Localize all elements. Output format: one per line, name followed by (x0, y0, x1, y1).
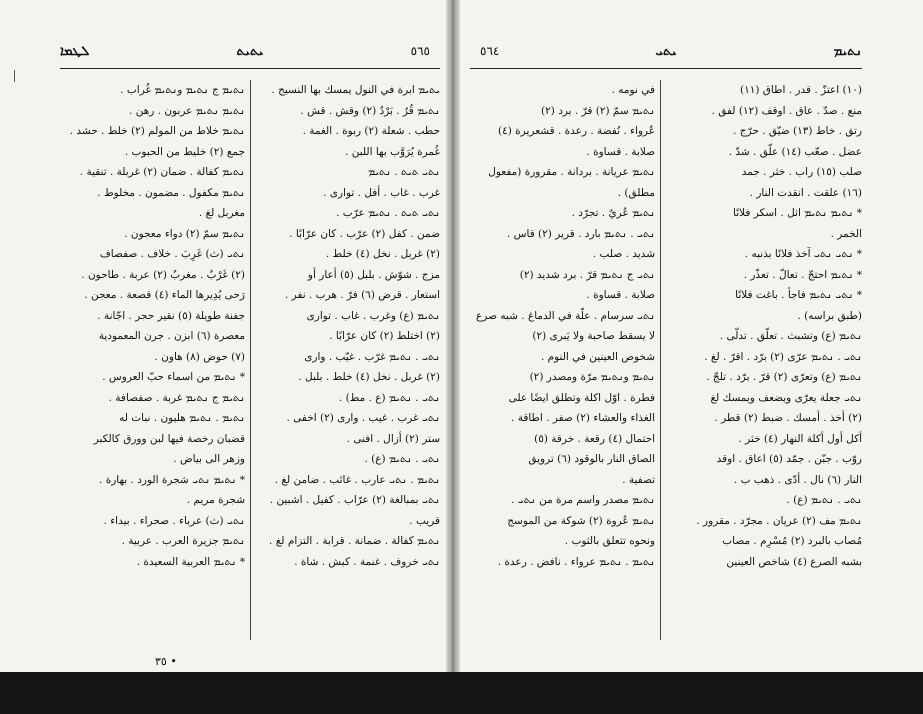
dictionary-line: ܢܬܝ بمبالغة (٢) عرّاب . كفيل . اشبين . (269, 494, 440, 506)
dictionary-line: ܢܬܝܡ جزيرة العرب . عربية . (121, 535, 245, 547)
dictionary-line: ܢܬܝܡ قُرٌ . بَرْدٌ (٢) وقش . قش . (300, 104, 440, 117)
dictionary-line: ܢܬܝܡ عُريٌ . تجرّد . (571, 207, 655, 219)
dictionary-line: شجرة مريم . (186, 494, 245, 506)
dictionary-line: ܢܬܝܡ ܢܬܝܡ عربون . رهن . (129, 104, 245, 117)
dictionary-line: (٢) اختلط (٢) كان عرّابًا . (329, 330, 440, 342)
dictionary-line: ܢܬܝܡ . ܢܬܝܡ عرواء . نافض . رعدة . (497, 555, 655, 568)
dictionary-line: ܢܬܝܡ . ܢܬܝ عارب . غائب . ضامن لغ . (274, 473, 440, 486)
dictionary-line: جمع (٢) خليط من الحبوب . (124, 145, 245, 158)
dictionary-line: ܢܬܝ . ܢܬܝܡ (ع) . (786, 494, 862, 506)
dictionary-line: ܢܬܝܡ . ܢܬܝܡ هليون . نبات له (119, 412, 245, 424)
dictionary-line: مغربل لغ . (198, 207, 245, 219)
right-column-2 (470, 80, 655, 640)
dictionary-line: (٢) غربل . نخل (٤) خلط . بلبل . (298, 371, 440, 383)
dictionary-line: ܢܬܝܡ كفالة . ضمانة . قرابة . التزام لغ . (269, 535, 440, 547)
dictionary-line: ܢܬܝ خروف . غنمة . كبش . شاة . (294, 555, 440, 568)
dictionary-line: النار (٦) نال . أدّى . ذهب ب . (733, 473, 862, 486)
left-footer-mark: ٣٥ • (155, 655, 177, 668)
dictionary-line: مزج . شوّش . بلبل (٥) أعار أو (307, 268, 440, 281)
dictionary-line: ܢܬܝ جعلة يعرّى ويضعف ويمسك لغ (710, 391, 862, 404)
dictionary-line: (٢) غَرْبٌ . مغربٌ (٢) عربة . طاحون . (81, 268, 245, 281)
dictionary-line: شديد . صلب . (592, 248, 655, 260)
dictionary-line: ܢܬܝ ج ܢܬܝܡ قرّ . برد شديد (٢) (519, 268, 655, 281)
dictionary-line: ܢܬܝܡ سمّ (٢) دواء معجون . (124, 227, 245, 240)
book-gutter (446, 0, 460, 672)
dictionary-line: * ܢܬܝ ܢܬܝܡ فاجأ . باغت فلانًا (735, 289, 862, 301)
scanner-bottom-edge (0, 672, 923, 714)
dictionary-line: فطرة . اوّل اكلة وتطلق ايضًا على (508, 391, 655, 404)
right-column-1 (677, 80, 862, 640)
left-column-divider (250, 80, 251, 640)
dictionary-line: ܢܬܝ . ܢܬܝܡ (ع) . (364, 453, 440, 465)
dictionary-line: أكل أول أكلة النهار (٤) خثر . (738, 432, 862, 445)
dictionary-line: ܢܬܝܡ سمّ (٢) قرّ . برد (٢) (541, 104, 655, 117)
dictionary-line: (٧) حوض (٨) هاون . (154, 350, 245, 363)
dictionary-line: (١٦) علقت . انقدت النار . (749, 186, 862, 199)
dictionary-line: الغذاء والعشاء (٢) صفر . اطاقة . (511, 412, 655, 424)
dictionary-line: تصفية . (622, 473, 655, 486)
dictionary-line: ܢܬܝ . ܢܬܝܡ بارد . قرير (٢) قاس . (507, 227, 655, 240)
dictionary-line: ܢܬܝܡ (ع) وتشبث . تعلّق . تدلّى . (719, 330, 862, 342)
dictionary-line: ܢܬܝܡ (ع) وتعرّى (٢) قرّ . برّد . تلجّ . (706, 371, 862, 383)
dictionary-line: * ܢܬܝ ܢܬܝ آخذ فلانًا بذنبه . (744, 248, 862, 260)
dictionary-line: ܢܬܝܡ (ع) وغرب . غاب . توارى (306, 309, 440, 322)
dictionary-line: ܢܬܝ . ܢܬܝܡ غرّب . غيّب . وارى (304, 350, 440, 363)
dictionary-line: ضمن . كفل (٢) عرّب . كان عرّابًا . (289, 227, 440, 240)
dictionary-line: ܢܬܝ غرب . غيب . وارى (٢) اخفى . (286, 412, 440, 424)
dictionary-line: ܢܬܝ ܬܝܬ . ܢܬܝܡ عرّب . (336, 207, 440, 219)
dictionary-line: ܢܬܝ (ث) عرباء . صحراء . بيداء . (103, 514, 245, 527)
dictionary-line: ܢܬܝܡ ج ܢܬܝܡ غربة . صفصافة . (108, 391, 245, 404)
dictionary-line: (١٠) اعتزّ . قدر . اطاق (١١) (739, 84, 862, 96)
dictionary-line: بشبه الصرع (٤) شاخص العينين (726, 555, 862, 568)
dictionary-line: عضل . صعّب (١٤) علّق . شدّ . (728, 145, 862, 158)
dictionary-line: ܢܬܝܡ عريانة . بردانة . مقرورة (مفعول (488, 166, 655, 178)
dictionary-line: (٢) غربل . نخل (٤) خلط . (325, 248, 440, 260)
dictionary-line: * ܢܬܝܡ احتجّ . تعالّ . تعذّر . (743, 268, 862, 281)
dictionary-line: حطب . شعلة (٢) ربوة . الغمة . (302, 125, 440, 137)
dictionary-line: ܢܬܝ . ܢܬܝܡ (ع . مط) . (338, 391, 440, 404)
left-column-2 (60, 80, 245, 640)
left-columns (60, 80, 440, 640)
dictionary-line: * ܢܬܝܡ العربية السعيدة . (136, 555, 245, 568)
left-header-rule (60, 68, 440, 69)
dictionary-line: * ܢܬܝܡ ܢܬܝ شجرة الورد . بهارة . (99, 473, 245, 486)
right-page (470, 30, 862, 650)
dictionary-line: رَحى يُدِيرها الماء (٤) قصعة . معجن . (84, 289, 245, 301)
right-columns (470, 80, 862, 640)
dictionary-line: ونحوه تتعلق بالثوب . (564, 535, 655, 547)
margin-mark (14, 70, 15, 82)
dictionary-line: رتق . خاط (١٣) ضيّق . حرّج . (733, 125, 862, 137)
right-header-outer: ܢܬܝܡ (833, 44, 862, 59)
right-running-head (470, 44, 862, 66)
dictionary-line: غُمرة يُرَوَّب بها اللبن . (345, 145, 440, 158)
dictionary-line: ܢܬܝܡ مصدر واسم مرة من ܢܬܝ . (511, 494, 655, 506)
dictionary-line: صلب (١٥) راب . خثر . جمد (741, 166, 862, 178)
dictionary-line: غرب . غاب . أفل . توارى . (323, 186, 440, 199)
dictionary-line: عُرواء . نُفضة . رعدة . قشعريرة (٤) (498, 125, 655, 137)
dictionary-line: مطلق) . (617, 186, 655, 199)
left-column-1 (255, 80, 440, 640)
dictionary-line: معصرة (٦) ابزن . جرن المعمودية (98, 330, 245, 342)
left-header-center: ܝܬܝܬ (236, 44, 264, 59)
right-header-center: ܝܬܝ (655, 44, 677, 59)
dictionary-line: ܢܬܝ ܬܝܬ . ܢܬܝܡ (368, 166, 440, 178)
dictionary-line: لا يسقط صاحبة ولا يَبرى (٢) (532, 330, 655, 342)
dictionary-line: ܢܬܝܡ خلاط من المولم (٢) خلط . حشد . (69, 125, 245, 137)
dictionary-line: في نومه . (611, 84, 655, 96)
dictionary-line: ستر (٢) أزال . افنى . (346, 432, 440, 445)
right-column-divider (660, 80, 661, 640)
dictionary-line: روّب . جبّن . جمّد (٥) اعاق . اوقد (716, 453, 862, 465)
dictionary-line: ܢܬܝܡ ج ܢܬܝܡ وܢܬܝܡ غُراب . (120, 84, 245, 96)
dictionary-line: (طبق براسه) . (797, 309, 862, 322)
dictionary-line: استعار . قرض (٦) فرّ . هرب . نفر . (284, 289, 440, 301)
dictionary-line: * ܢܬܝܡ من اسماء حبّ العروس . (102, 371, 245, 383)
dictionary-line: (٢) أخذ . أمسك . ضبط (٢) قطر . (714, 412, 862, 424)
left-header-outer: ܠܛܡܐ (60, 44, 90, 59)
left-page-number: ٥٦٥ (410, 44, 430, 58)
dictionary-line: الخمر . (830, 227, 862, 240)
dictionary-line: منع . صدّ . عاق . اوقف (١٢) لفق . (711, 104, 862, 117)
right-page-number: ٥٦٤ (480, 44, 500, 58)
dictionary-line: احتمال (٤) رقعة . خرقة (٥) (534, 432, 655, 445)
dictionary-line: صلابة . قساوة . (586, 289, 655, 301)
dictionary-line: ܢܬܝܡ مكفول . مضمون . مخلوط . (97, 186, 245, 199)
dictionary-line: ܢܬܝ (ث) غَرِبَ . خلاف . صفصاف (99, 248, 245, 260)
left-page (60, 30, 440, 668)
dictionary-line: قضبان رخصة فيها لبن وورق كالكبر (93, 432, 245, 445)
dictionary-line: * ܢܬܝܡ ܢܬܝܡ اثل . اسكر فلانًا (733, 207, 862, 219)
dictionary-line: ܢܬܝ . ܢܬܝܡ عرّى (٢) برّد . اقرّ . لغ . (704, 350, 862, 363)
dictionary-line: جفنة طويلة (٥) نقير حجر . اجّانة . (97, 309, 245, 322)
dictionary-line: شخوص العينين في النوم . (540, 350, 655, 363)
dictionary-line: ܢܬܝܡ مف (٢) عريان . مجرّد . مقرور . (696, 514, 862, 527)
dictionary-line: ܢܬܝܡ كفالة . ضمان (٢) غربلة . تنقية . (79, 166, 245, 178)
right-header-rule (470, 68, 862, 69)
dictionary-line: وزهر الى بياض . (173, 453, 245, 465)
dictionary-line: قريب . (409, 514, 440, 527)
dictionary-line: الصاق النار بالوقود (٦) ترويق (528, 453, 655, 465)
dictionary-line: ܢܬܝܡ وܢܬܝܡ مرّة ومصدر (٢) (529, 371, 655, 383)
dictionary-line: ܝܬܝܡ ابرة في النول يمسك بها النسيج . (271, 84, 440, 96)
left-running-head (60, 44, 440, 66)
dictionary-line: مُصاب بالبرد (٢) مُسْرِم . مصاب (722, 535, 862, 547)
dictionary-line: صلابة . قساوة . (586, 145, 655, 158)
dictionary-line: ܢܬܝ سرسام . علّة في الدماغ . شبه صرع (476, 309, 655, 322)
dictionary-line: ܢܬܝܡ عُروة (٢) شوكة من الموسج (507, 514, 655, 527)
